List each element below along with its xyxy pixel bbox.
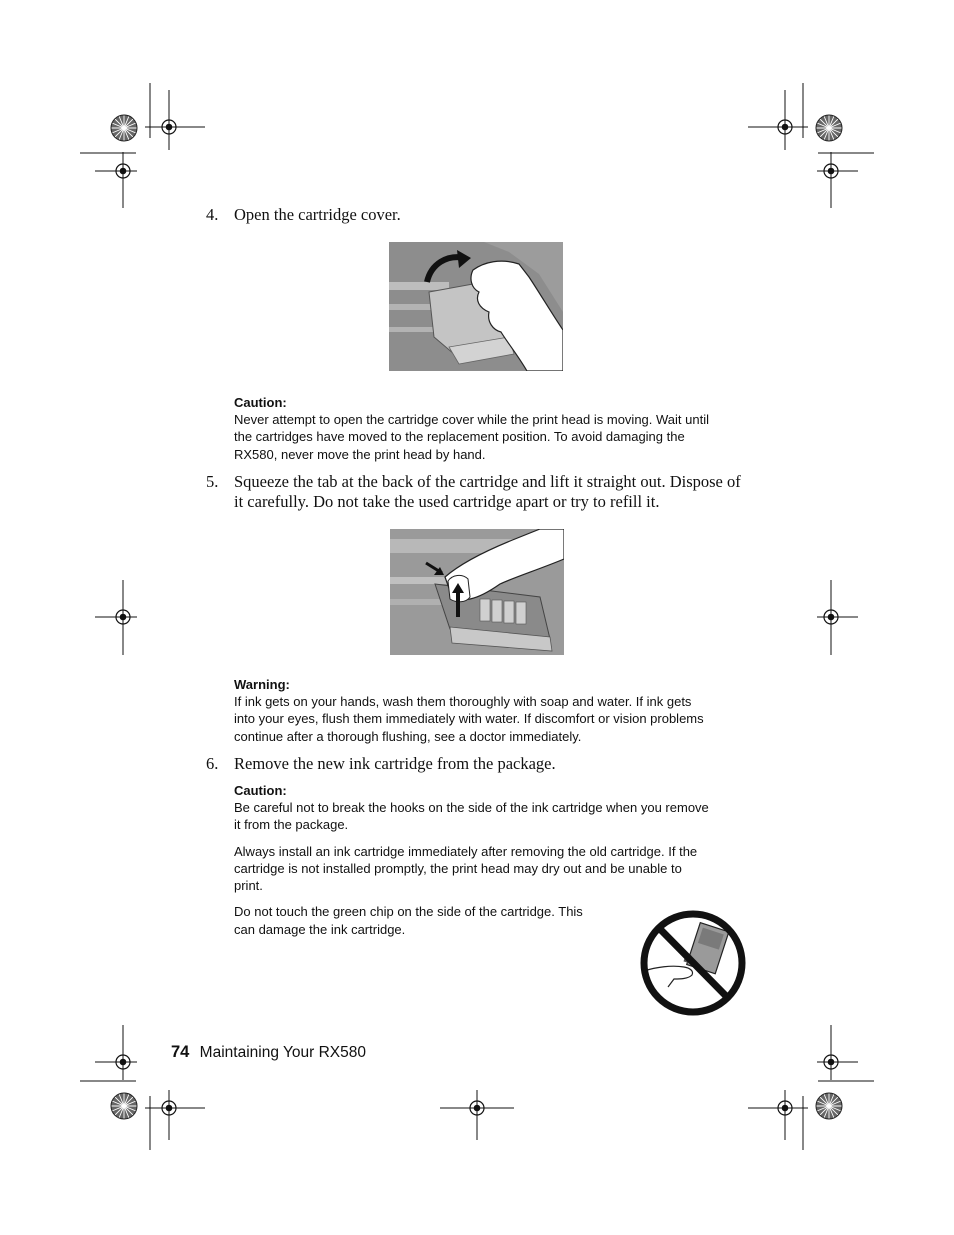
caution-line: Always install an ink cartridge immediately after removing the old cartridge. If the (234, 843, 698, 859)
caution-heading: Caution: (234, 783, 287, 798)
caution-heading: Caution: (234, 395, 287, 410)
caution-line: Never attempt to open the cartridge cover while the print head is moving. Wait until (234, 412, 709, 427)
step-text-line: it carefully. Do not take the used cartridge apart or try to refill it. (234, 492, 660, 511)
step-number: 4. (206, 205, 219, 224)
caution-line: RX580, never move the print head by hand. (234, 446, 486, 462)
warning-heading: Warning: (234, 677, 290, 692)
caution-line: it from the package. (234, 817, 349, 833)
caution-line: Be careful not to break the hooks on the side of the ink cartridge when you remove (234, 800, 709, 815)
caution-note-1 (234, 395, 794, 463)
page-footer (171, 1043, 366, 1062)
caution-line: the cartridges have moved to the replacement position. To avoid damaging the (234, 429, 685, 445)
warning-line: continue after a thorough flushing, see a doctor immediately. (234, 728, 582, 744)
step-number: 5. (206, 472, 219, 491)
footer-section-title: Maintaining Your RX580 (199, 1044, 366, 1061)
open-cartridge-cover-illustration (389, 242, 563, 371)
warning-note (234, 677, 794, 745)
warning-line: If ink gets on your hands, wash them thoroughly with soap and water. If ink gets (234, 694, 692, 709)
step-text-line: Squeeze the tab at the back of the cartridge and lift it straight out. Dispose of (234, 472, 741, 491)
step-number: 6. (206, 754, 219, 773)
remove-cartridge-illustration (390, 529, 564, 655)
do-not-touch-chip-icon (638, 909, 748, 1017)
caution-line: can damage the ink cartridge. (234, 921, 406, 937)
caution-line: print. (234, 878, 263, 894)
caution-line: cartridge is not installed promptly, the print head may dry out and be unable to (234, 860, 682, 876)
step-text: Open the cartridge cover. (234, 205, 401, 224)
caution-line: Do not touch the green chip on the side of the cartridge. This (234, 904, 583, 920)
step-text: Remove the new ink cartridge from the package. (234, 754, 556, 773)
page-number: 74 (171, 1043, 190, 1061)
warning-line: into your eyes, flush them immediately with water. If discomfort or vision problems (234, 711, 704, 727)
